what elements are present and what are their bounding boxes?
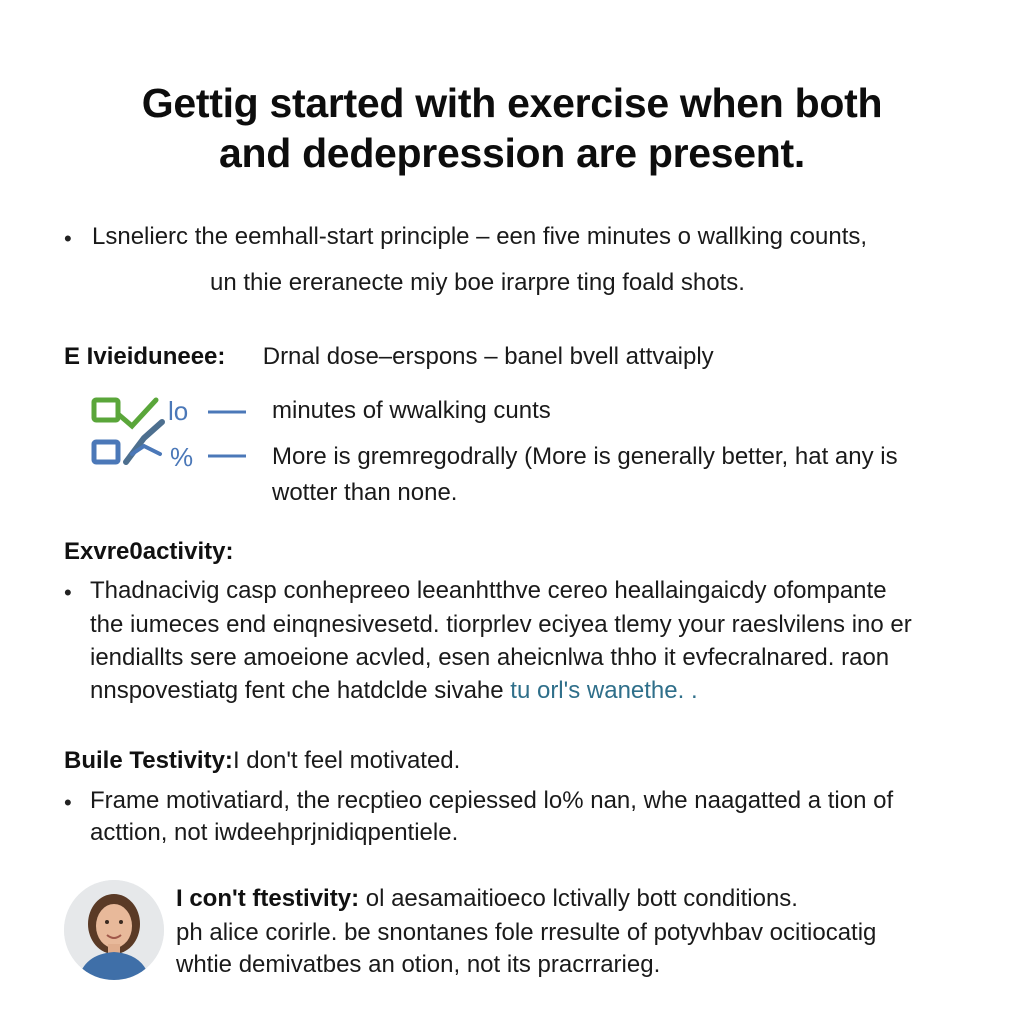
closing-row <box>176 884 798 914</box>
bullet-marker: • <box>64 580 72 605</box>
intro-line-1: Lsnelierc the eemhall-start principle – een five minutes o wallking counts, <box>92 223 868 250</box>
evidence-line-2: More is gremregodrally (More is generally better, hat any is <box>272 443 898 470</box>
testivity-text: I don't feel motivated. <box>232 747 461 774</box>
intro-line-2: un thie ereranecte miy boe irarpre ting foald shots. <box>210 269 745 296</box>
evidence-text: Drnal dose–erspons – banel bvell attvaiply <box>262 343 714 370</box>
evidence-heading: E Ivieiduneee: <box>64 343 226 370</box>
activity-line-4c: . <box>684 677 698 704</box>
activity-line-4 <box>90 676 698 706</box>
activity-heading: Exvre0activity: <box>64 538 234 565</box>
closing-text: ol aesamaitioeco lctivally bott conditions. <box>359 885 798 912</box>
evidence-line-1: minutes of wwalking cunts <box>272 397 551 424</box>
evidence-row <box>64 342 714 372</box>
bullet-marker: • <box>64 226 72 251</box>
testivity-line-2: acttion, not iwdeehprjnidiqpentiele. <box>90 819 459 846</box>
activity-line-2: the iumeces end einqnesivesetd. tiorprlev eciyea tlemy your raeslvilens ino er <box>90 611 912 638</box>
dose-label-top: lo <box>168 396 189 426</box>
testivity-line-1: Frame motivatiard, the recptieo cepiessed lo% nan, whe naagatted a tion of <box>90 787 894 814</box>
dose-response-icon <box>86 392 256 478</box>
avatar <box>64 880 164 980</box>
activity-line-4b: tu orl's wanethe. <box>510 677 685 704</box>
title-line-1: Gettig started with exercise when both <box>141 80 883 126</box>
activity-line-4a: nnspovestiatg fent che hatdclde sivahe <box>90 677 511 704</box>
page-title <box>40 78 984 178</box>
closing-heading: I con't ftestivity: <box>176 885 360 912</box>
bullet-marker: • <box>64 790 72 815</box>
closing-line-2: whtie demivatbes an otion, not its pracrrarieg. <box>176 951 661 978</box>
closing-line-1: ph alice corirle. be snontanes fole rresulte of potyvhbav ocitiocatig <box>176 919 877 946</box>
activity-line-3: iendiallts sere amoeione acvled, esen aheicnlwa thho it evfecralnared. raon <box>90 644 890 671</box>
title-line-2: and dedepression are present. <box>218 130 805 176</box>
dose-label-bottom: % <box>170 442 194 472</box>
testivity-heading: Buile Testivity: <box>64 747 233 774</box>
testivity-row <box>64 746 460 776</box>
activity-line-1: Thadnacivig casp conhepreeo leeanhtthve cereo heallaingaicdy ofompante <box>90 577 887 604</box>
evidence-line-3: wotter than none. <box>272 479 458 506</box>
